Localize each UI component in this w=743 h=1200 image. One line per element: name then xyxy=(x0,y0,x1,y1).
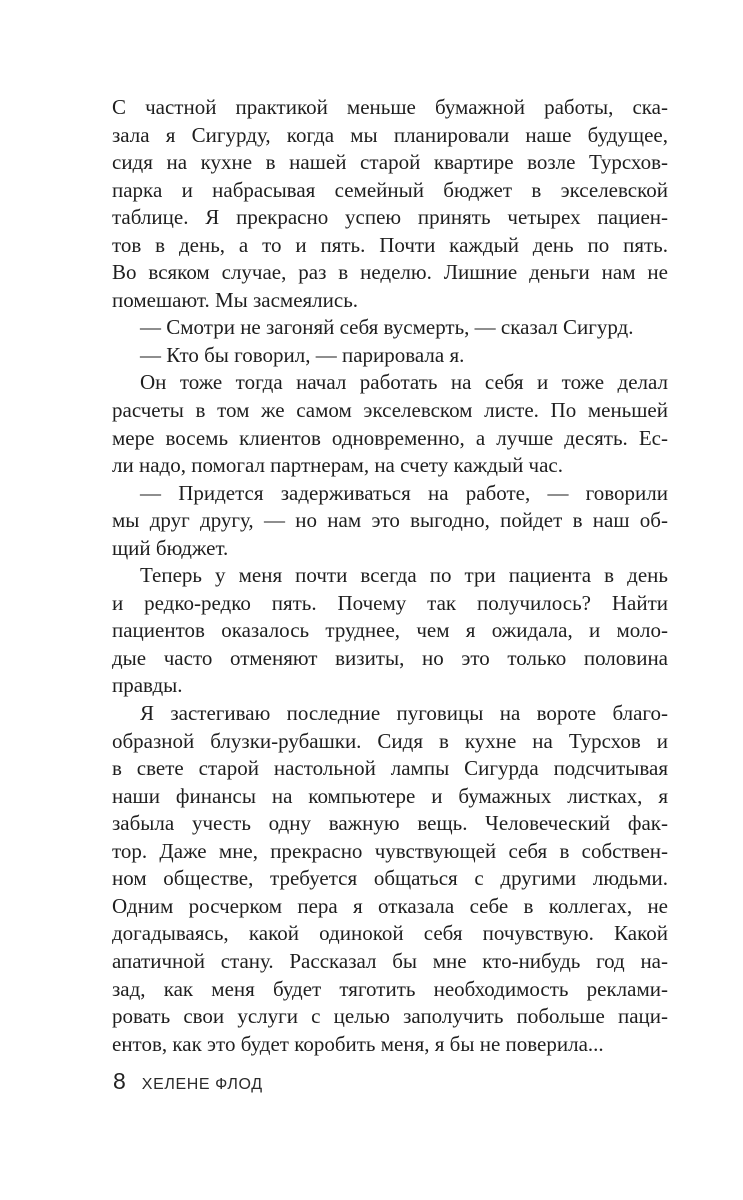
text-line: тов в день, а то и пять. Почти каждый день по пять. xyxy=(112,232,668,257)
text-line: и редко-редко пять. Почему так получилось? Найти xyxy=(112,590,668,615)
text-line: наши финансы на компьютере и бумажных листках, я xyxy=(112,783,668,808)
text-line: апатичной стану. Рассказал бы мне кто-нибудь год на- xyxy=(112,948,668,973)
paragraph xyxy=(112,700,668,1058)
text-line: Я застегиваю последние пуговицы на вороте благо- xyxy=(140,701,668,726)
text-line: догадываясь, какой одинокой себя почувствую. Какой xyxy=(112,921,668,946)
paragraph xyxy=(112,94,668,314)
paragraph xyxy=(112,314,668,342)
text-line: — Смотри не загоняй себя вусмерть, — сказал Сигурд. xyxy=(140,315,634,340)
text-line: сидя на кухне в нашей старой квартире возле Турсхов- xyxy=(112,150,668,175)
text-line: С частной практикой меньше бумажной работы, ска- xyxy=(112,95,668,119)
page-footer xyxy=(113,1068,263,1094)
text-line: правды. xyxy=(112,673,183,698)
text-line: Во всяком случае, раз в неделю. Лишние деньги нам не xyxy=(112,260,668,285)
text-line: — Придется задерживаться на работе, — говорили xyxy=(140,480,668,505)
paragraph xyxy=(112,369,668,479)
text-line: ровать свои услуги с целью заполучить побольше паци- xyxy=(112,1004,668,1029)
text-line: таблице. Я прекрасно успею принять четырех пациен- xyxy=(112,205,668,230)
paragraph xyxy=(112,562,668,700)
text-line: расчеты в том же самом экселевском листе. По меньшей xyxy=(112,398,668,423)
text-line: дые часто отменяют визиты, но это только половина xyxy=(112,645,668,670)
text-line: ли надо, помогал партнерам, на счету каждый час. xyxy=(112,453,564,478)
running-title: ХЕЛЕНЕ ФЛОД xyxy=(141,1076,263,1093)
text-line: Одним росчерком пера я отказала себе в коллегах, не xyxy=(112,893,668,918)
text-line: парка и набрасывая семейный бюджет в экселевской xyxy=(112,177,668,202)
text-line: ентов, как это будет коробить меня, я бы не поверила... xyxy=(112,1031,604,1056)
text-line: пациентов оказалось труднее, чем я ожидала, и моло- xyxy=(112,618,668,643)
text-line: тор. Даже мне, прекрасно чувствующей себя в собствен- xyxy=(112,838,668,863)
text-line: Теперь у меня почти всегда по три пациента в день xyxy=(140,563,668,588)
page-number: 8 xyxy=(113,1068,126,1094)
paragraph xyxy=(112,480,668,563)
paragraph xyxy=(112,342,668,370)
text-line: мы друг другу, — но нам это выгодно, пойдет в наш об- xyxy=(112,508,668,533)
text-line: ном обществе, требуется общаться с другими людьми. xyxy=(112,866,668,891)
text-line: — Кто бы говорил, — парировала я. xyxy=(140,342,465,367)
text-line: Он тоже тогда начал работать на себя и тоже делал xyxy=(140,370,668,395)
text-line: забыла учесть одну важную вещь. Человеческий фак- xyxy=(112,811,668,836)
page-text xyxy=(112,94,668,1058)
text-line: образной блузки-рубашки. Сидя в кухне на Турсхов и xyxy=(112,728,668,753)
text-line: щий бюджет. xyxy=(112,535,229,560)
text-line: помешают. Мы засмеялись. xyxy=(112,287,359,312)
text-line: зала я Сигурду, когда мы планировали наше будущее, xyxy=(112,122,668,147)
text-line: мере восемь клиентов одновременно, а лучше десять. Ес- xyxy=(112,425,668,450)
text-line: в свете старой настольной лампы Сигурда подсчитывая xyxy=(112,756,668,781)
text-line: зад, как меня будет тяготить необходимость реклами- xyxy=(112,976,668,1001)
